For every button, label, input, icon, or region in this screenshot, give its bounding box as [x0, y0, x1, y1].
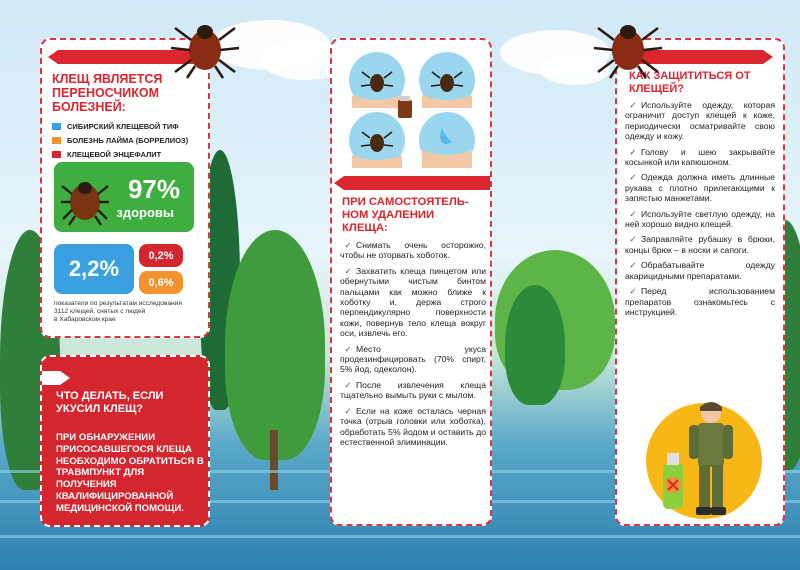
tick-protection-panel: [615, 38, 785, 526]
tick-icon: [60, 172, 110, 226]
list-item: ✓ Голову и шею закрывайте косынкой или капюшоном.: [625, 146, 775, 168]
typhus-stat-card: [54, 244, 134, 294]
list-item: ✓ Если на коже осталась черная точка (отрыв головки или хоботка), обработать 5% йодом и оставить до естественной элиминации.: [340, 405, 486, 447]
tick-bite-panel: [40, 355, 210, 527]
list-item: ✓ Снимать очень осторожно, чтобы не оторвать хоботок.: [340, 240, 486, 261]
tick-removal-panel: [330, 38, 492, 526]
bite-title: ЧТО ДЕЛАТЬ, ЕСЛИ УКУСИЛ КЛЕЩ?: [56, 390, 164, 415]
protective-clothing-illustration: [639, 393, 769, 523]
list-item: ✓ Заправляйте рубашку в брюки, концы брюк – в носки и сапоги.: [625, 234, 775, 255]
list-item: ✓ Перед использованием препаратов ознакомьтесь с инструкцией.: [625, 286, 775, 317]
list-item: ✓ После извлечения клеща тщательно вымыть руки с мылом.: [340, 379, 486, 401]
carrier-title: КЛЕЩ ЯВЛЯЕТСЯ ПЕРЕНОСЧИКОМ БОЛЕЗНЕЙ:: [52, 72, 163, 114]
list-item: ✓ Обрабатывайте одежду акарицидными препаратами.: [625, 260, 775, 281]
healthy-value: 97%: [127, 174, 180, 204]
legend-item-typhus: СИБИРСКИЙ КЛЕЩЕВОЙ ТИФ: [52, 122, 210, 131]
tick-icon: [588, 10, 668, 80]
encephalitis-value: 0,2%: [148, 249, 174, 262]
list-item: ✓ Одежда должна иметь длинные рукава с плотно прилегающими к запястью манжетами.: [625, 172, 775, 204]
removal-title: ПРИ САМОСТОЯТЕЛЬ-НОМ УДАЛЕНИИ КЛЕЩА:: [342, 196, 469, 234]
disease-legend: [52, 122, 210, 164]
bite-instructions: ПРИ ОБНАРУЖЕНИИ ПРИСОСАВШЕГОСЯ КЛЕЩА НЕОБХОДИМО ОБРАТИТЬСЯ В ТРАВМПУНКТ ДЛЯ ПОЛУЧЕНИЯ КВАЛИФИЦИРОВАННОЙ МЕДИЦИНСКОЙ ПОМОЩИ.: [56, 432, 204, 514]
legend-item-lyme: БОЛЕЗНЬ ЛАЙМА (БОРРЕЛИОЗ): [52, 136, 210, 145]
healthy-label: здоровы: [116, 205, 174, 220]
ribbon-decoration: [40, 371, 60, 385]
typhus-value: 2,2%: [68, 256, 120, 281]
removal-illustrations: [342, 50, 484, 170]
list-item: ✓ Используйте светлую одежду, на ней хорошо видно клещей.: [625, 208, 775, 230]
tick-icon: [165, 10, 245, 80]
research-footnote: показатели по результатам исследования 3112 клещей, снятых с людей в Хабаровском крае: [54, 300, 182, 324]
protection-tips-list: [625, 100, 775, 322]
list-item: ✓ Используйте одежду, которая ограничит доступ клещей к коже, периодически осматривайте свою одежду и кожу.: [625, 100, 775, 142]
legend-item-encephalitis: КЛЕЩЕВОЙ ЭНЦЕФАЛИТ: [52, 150, 210, 159]
list-item: ✓ Захватить клеща пинцетом или обернутыми чистым бинтом пальцами как можно ближе к хоботку и, держа строго перпендикулярно поверхности кожи, повернув тело клеща вокруг оси, извлечь его.: [340, 265, 486, 339]
lyme-stat-card: [139, 271, 183, 294]
list-item: ✓ Место укуса продезинфицировать (70% спирт, 5% йод, одеколон).: [340, 343, 486, 375]
lyme-value: 0,6%: [148, 276, 174, 289]
encephalitis-stat-card: [139, 244, 183, 267]
ribbon-decoration: [344, 176, 492, 190]
removal-tips-list: [340, 240, 486, 452]
protection-title: КАК ЗАЩИТИТЬСЯ ОТ КЛЕЩЕЙ?: [629, 70, 751, 95]
disease-carrier-panel: [40, 38, 210, 338]
